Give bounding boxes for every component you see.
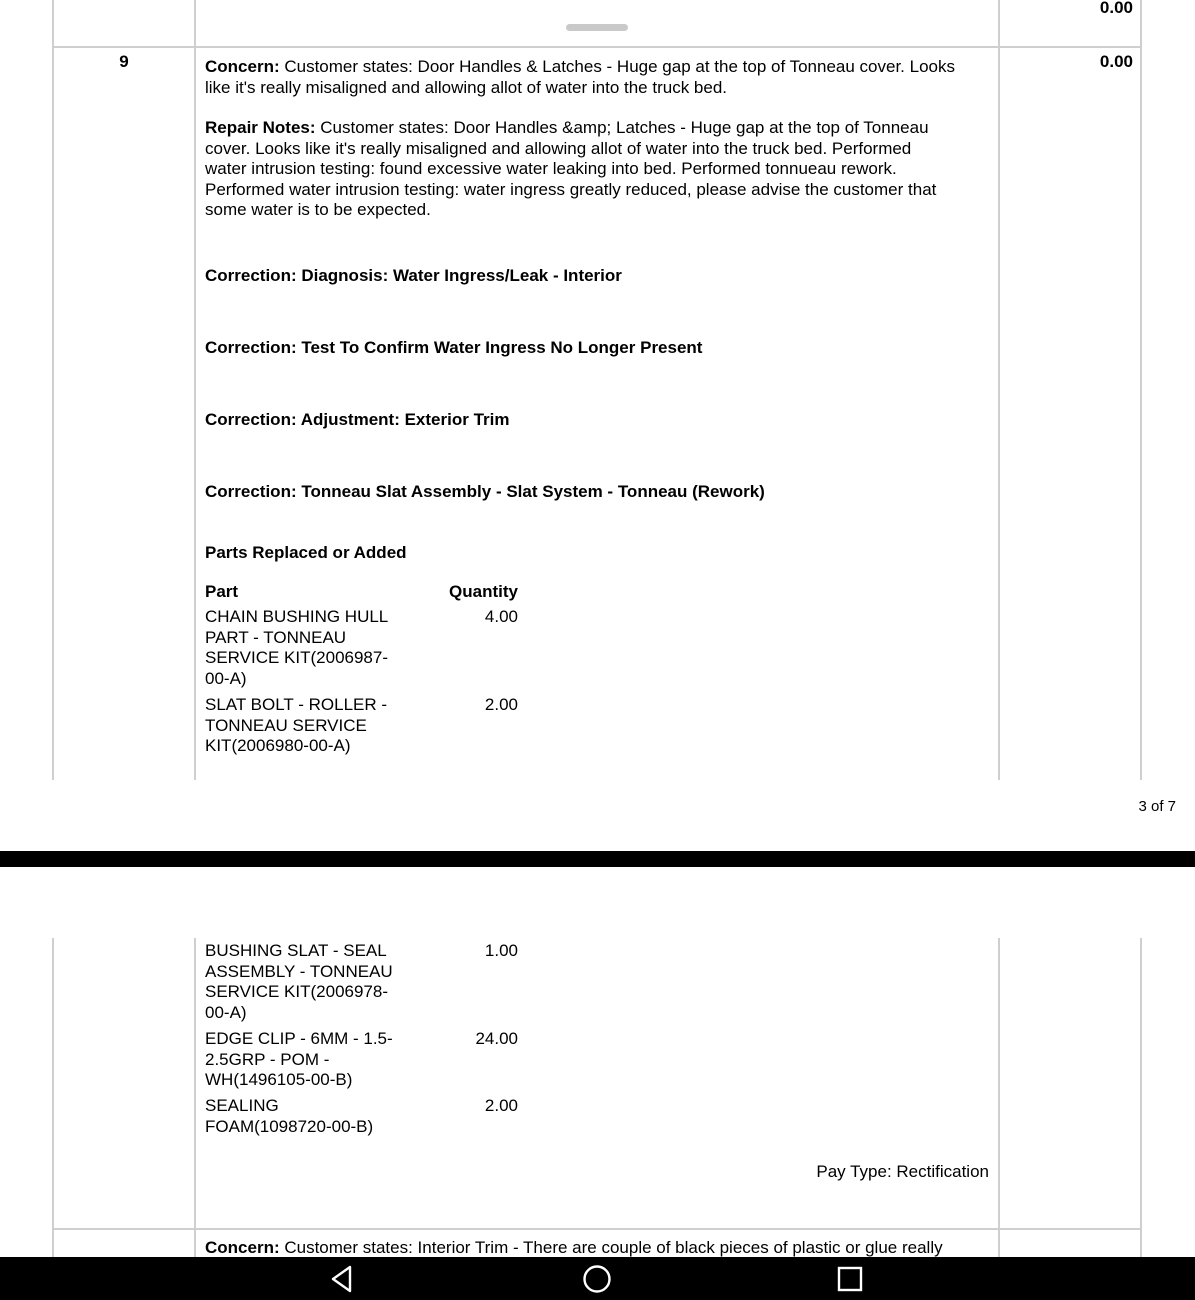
correction-4: Correction: Tonneau Slat Assembly - Slat System - Tonneau (Rework) <box>205 482 765 501</box>
part-name-line: SLAT BOLT - ROLLER - <box>205 695 388 714</box>
back-button[interactable] <box>326 1263 358 1295</box>
concern-block <box>205 57 995 98</box>
part-name-line: BUSHING SLAT - SEAL <box>205 941 387 960</box>
part-name-line: CHAIN BUSHING HULL <box>205 607 389 626</box>
part-name-line: SERVICE KIT(2006987- <box>205 648 388 667</box>
next-concern-text: Customer states: Interior Trim - There are couple of black pieces of plastic or glue really <box>279 1238 943 1257</box>
part-name-line: FOAM(1098720-00-B) <box>205 1116 374 1136</box>
part-name-line: KIT(2006980-00-A) <box>205 736 351 755</box>
page-indicator: 3 of 7 <box>1138 798 1176 815</box>
part-row <box>205 607 420 689</box>
home-circle-icon <box>581 1263 613 1295</box>
page-separator <box>0 851 1195 867</box>
repair-text-1: Customer states: Door Handles &amp; Latches - Huge gap at the top of Tonneau <box>315 118 929 137</box>
part-row <box>205 1029 420 1091</box>
concern-line-1 <box>205 57 995 78</box>
repair-line-3: water intrusion testing: found excessive water leaking into bed. Performed tonnueau rework. <box>205 159 897 178</box>
line-number: 9 <box>119 52 129 71</box>
part-name-line: SEALING <box>205 1096 279 1115</box>
part-name-line: WH(1496105-00-B) <box>205 1070 353 1089</box>
part-name-line: 2.5GRP - POM - <box>205 1049 330 1069</box>
drag-handle[interactable] <box>566 24 628 31</box>
repair-notes-label: Repair Notes: <box>205 118 316 137</box>
previous-row-amount: 0.00 <box>1099 0 1133 17</box>
part-quantity: 4.00 <box>484 607 518 626</box>
recents-square-icon <box>834 1263 866 1295</box>
part-name-line: EDGE CLIP - 6MM - 1.5- <box>205 1029 393 1048</box>
parts-heading: Parts Replaced or Added <box>205 543 407 562</box>
correction-1: Correction: Diagnosis: Water Ingress/Leak - Interior <box>205 266 622 285</box>
next-concern-label: Concern: <box>205 1238 280 1257</box>
next-concern <box>205 1238 995 1259</box>
recents-button[interactable] <box>834 1263 866 1295</box>
repair-line-1 <box>205 118 995 139</box>
pay-type: Pay Type: Rectification <box>816 1162 989 1181</box>
repair-notes-block <box>205 118 995 221</box>
home-button[interactable] <box>581 1263 613 1295</box>
repair-line-2: cover. Looks like it's really misaligned and allowing allot of water into the truck bed. Performed <box>205 138 912 158</box>
line-amount: 0.00 <box>1099 52 1133 71</box>
concern-line-2: like it's really misaligned and allowing allot of water into the truck bed. <box>205 77 728 97</box>
navigation-bar <box>0 1257 1195 1300</box>
parts-col-quantity: Quantity <box>449 582 518 601</box>
repair-line-4: Performed water intrusion testing: water ingress greatly reduced, please advise the customer that <box>205 179 937 199</box>
part-row <box>205 695 420 757</box>
part-name-line: ASSEMBLY - TONNEAU <box>205 961 393 981</box>
part-row <box>205 1096 420 1137</box>
part-name-line: 00-A) <box>205 668 247 688</box>
part-name-line: 00-A) <box>205 1002 247 1022</box>
part-quantity: 24.00 <box>475 1029 518 1048</box>
part-quantity: 2.00 <box>484 695 518 714</box>
part-row <box>205 941 420 1023</box>
repair-line-5: some water is to be expected. <box>205 200 431 219</box>
part-name-line: PART - TONNEAU <box>205 627 347 647</box>
concern-label: Concern: <box>205 57 280 76</box>
correction-3: Correction: Adjustment: Exterior Trim <box>205 410 510 429</box>
part-name-line: SERVICE KIT(2006978- <box>205 982 388 1001</box>
parts-col-part: Part <box>205 582 239 601</box>
back-triangle-icon <box>326 1263 358 1295</box>
concern-text-1: Customer states: Door Handles & Latches - Huge gap at the top of Tonneau cover. Looks <box>279 57 955 76</box>
part-quantity: 2.00 <box>484 1096 518 1115</box>
correction-2: Correction: Test To Confirm Water Ingress No Longer Present <box>205 338 703 357</box>
part-quantity: 1.00 <box>484 941 518 960</box>
part-name-line: TONNEAU SERVICE <box>205 715 367 735</box>
